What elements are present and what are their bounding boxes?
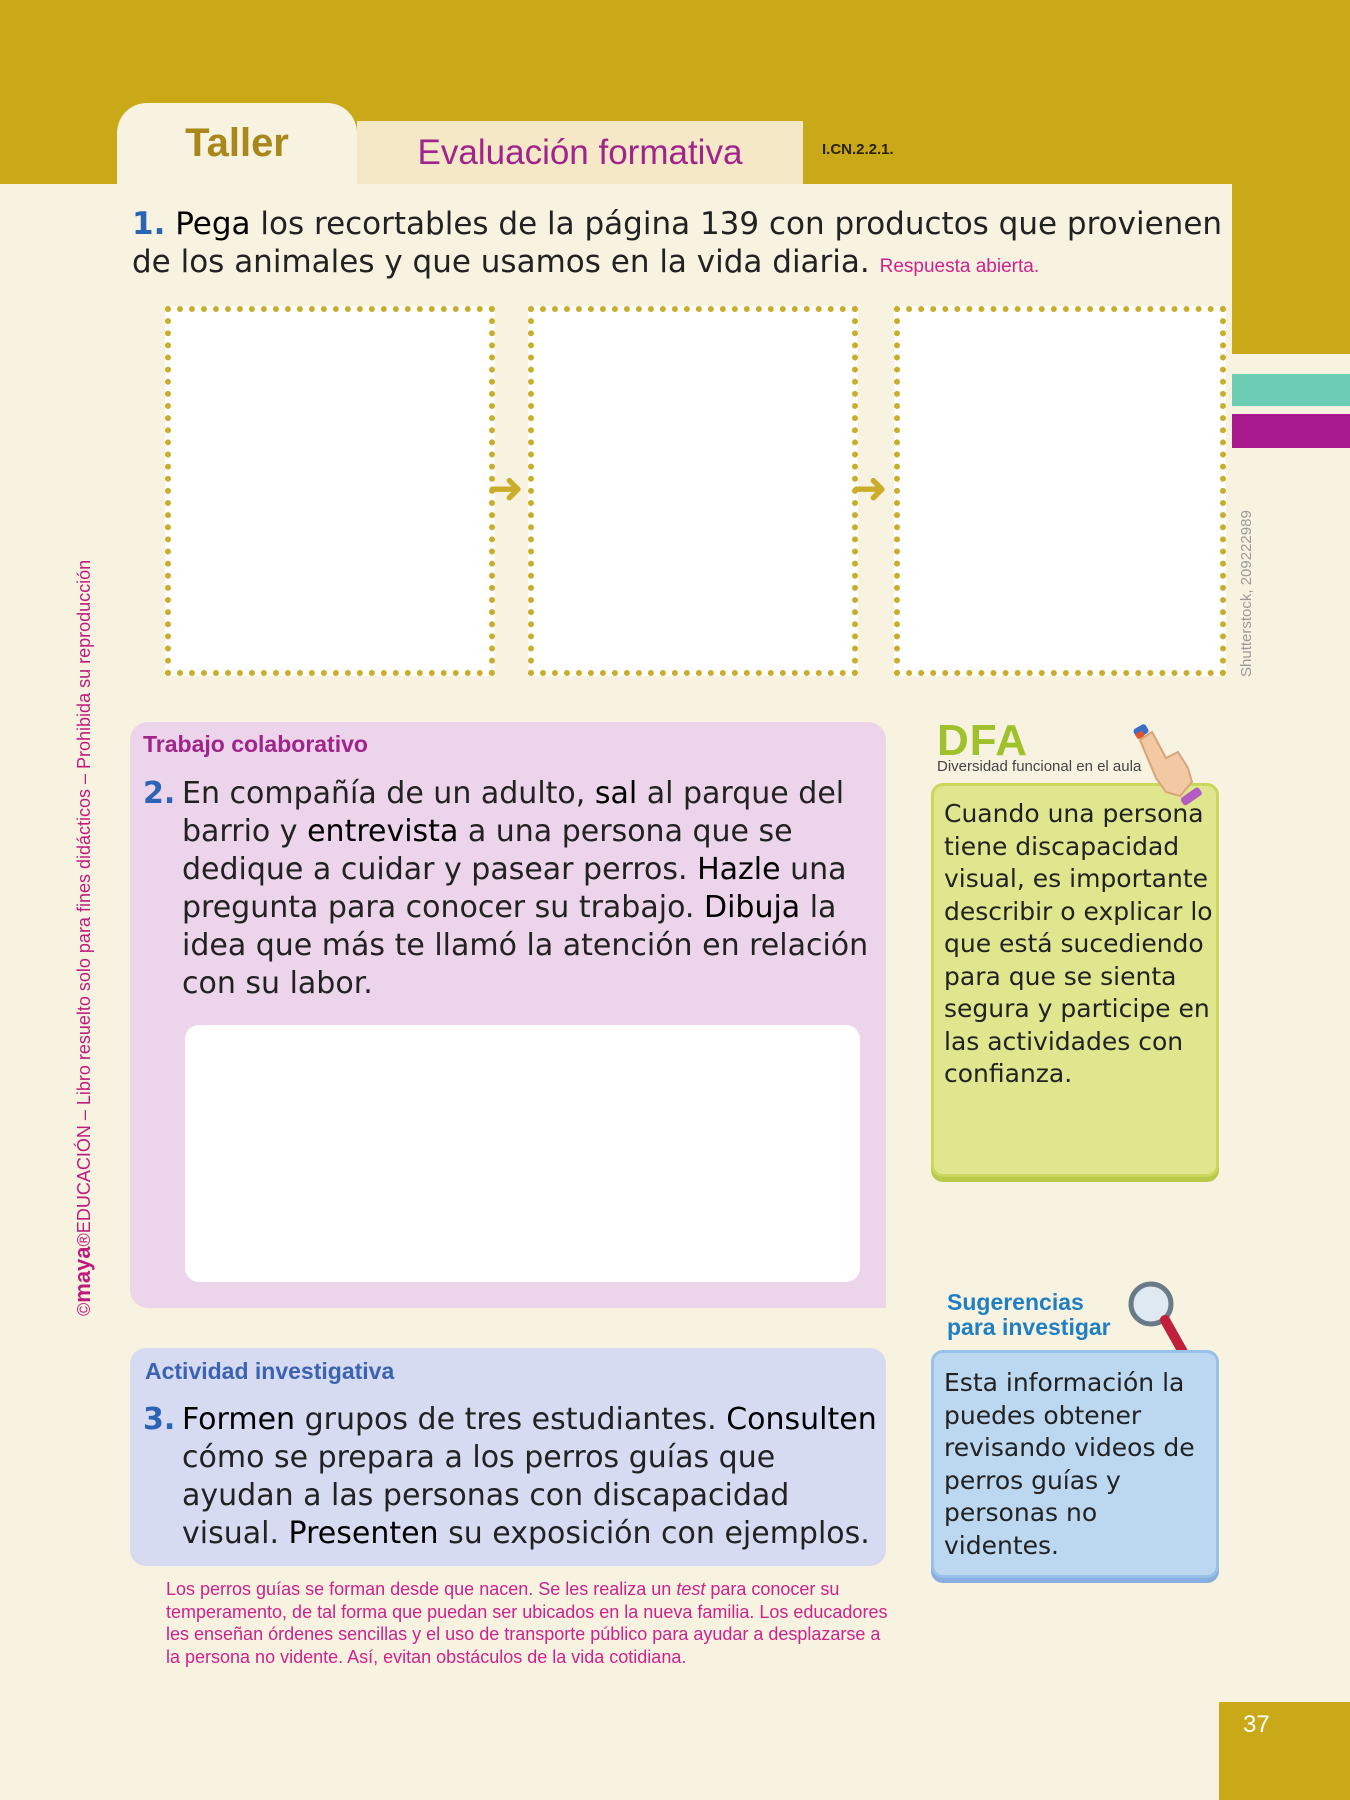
teal-strip <box>1232 374 1350 406</box>
drawing-area[interactable] <box>185 1025 860 1282</box>
suggestions-title <box>947 1290 1111 1340</box>
question-text: los recortables de la página 139 con productos que provienen de los animales y que usamos en la vida diaria. <box>132 206 1223 280</box>
teacher-note <box>166 1578 896 1668</box>
verb-consulten: Consulten <box>726 1402 877 1437</box>
suggestions-text: Esta información la puedes obtener revisando videos de perros guías y personas no videntes. <box>944 1368 1195 1560</box>
verb-sal: sal <box>594 776 638 811</box>
question-3-text <box>143 1401 883 1553</box>
question-number: 2. <box>143 776 176 811</box>
verb-hazle: Hazle <box>697 852 781 887</box>
verb-presenten: Presenten <box>288 1516 439 1551</box>
indicator-code: I.CN.2.2.1. <box>822 141 894 158</box>
text-segment: a una persona que se dedique a cuidar y pasear perros. <box>182 814 793 887</box>
question-number: 3. <box>143 1402 176 1437</box>
note-text: para conocer su temperamento, de tal forma que puedan ser ubicados en la nueva familia. Los educadores les enseñan órdenes sencillas y el uso de transporte público para ayudar a desplazarse a la persona no vidente. Así, evitan obstáculos de la vida cotidiana. <box>166 1579 888 1667</box>
verb-formen: Formen <box>182 1402 296 1437</box>
note-text: Los perros guías se forman desde que nacen. Se les realiza un <box>166 1579 677 1599</box>
question-3 <box>143 1401 883 1553</box>
magenta-strip <box>1232 414 1350 448</box>
section-title: Evaluación formativa <box>417 132 743 172</box>
page-number: 37 <box>1243 1711 1270 1738</box>
question-2 <box>143 775 873 1003</box>
magnifier-icon <box>1125 1280 1195 1360</box>
answer-note: Respuesta abierta. <box>879 256 1040 277</box>
question-verb: Pega <box>175 206 251 242</box>
text-segment: su exposición con ejemplos. <box>438 1516 870 1551</box>
text-segment: al parque del barrio y <box>182 776 845 849</box>
taller-label: Taller <box>185 121 289 165</box>
verb-entrevista: entrevista <box>307 814 459 849</box>
brand-logo: maya <box>70 1246 95 1303</box>
page-number-box <box>1219 1702 1350 1800</box>
question-number: 1. <box>132 206 166 242</box>
paste-area-3[interactable] <box>894 306 1226 676</box>
text-segment: cómo se prepara a los perros guías que ayudan a las personas con discapacidad visual. <box>182 1440 790 1551</box>
dfa-text: Cuando una persona tiene discapacidad visual, es importante describir o explicar lo que está sucediendo para que se sienta segura y participe en las actividades con confianza. <box>944 799 1213 1088</box>
taller-tab <box>117 103 357 184</box>
copyright-symbol: © <box>74 1302 94 1316</box>
verb-dibuja: Dibuja <box>703 890 801 925</box>
suggestions-title-line: Sugerencias <box>947 1289 1084 1315</box>
question-1 <box>132 205 1242 286</box>
investigative-title: Actividad investigativa <box>145 1358 395 1384</box>
right-tab <box>1232 184 1350 354</box>
paste-area-1[interactable] <box>165 306 495 676</box>
collaborative-title: Trabajo colaborativo <box>143 731 368 757</box>
copyright-text: EDUCACIÓN – Libro resuelto solo para fines didácticos – Prohibida su reproducción <box>74 559 94 1234</box>
arrow-right-icon: ➜ <box>851 463 888 514</box>
dfa-title: DFA <box>937 716 1028 765</box>
image-credit: Shutterstock, 209222989 <box>1238 510 1255 677</box>
suggestions-title-line: para investigar <box>947 1314 1111 1340</box>
text-segment: una pregunta para conocer su trabajo. <box>182 852 847 925</box>
copyright-side-text <box>70 560 96 1316</box>
section-title-tab <box>357 121 803 184</box>
arrow-right-icon: ➜ <box>487 463 524 514</box>
text-segment: grupos de tres estudiantes. <box>295 1402 727 1437</box>
registered-mark: ® <box>74 1233 94 1247</box>
dfa-subtitle: Diversidad funcional en el aula <box>937 758 1142 775</box>
paste-area-2[interactable] <box>528 306 858 676</box>
text-segment: la idea que más te llamó la atención en relación con su labor. <box>182 890 869 1001</box>
note-italic: test <box>676 1579 706 1599</box>
text-segment: En compañía de un adulto, <box>182 776 586 811</box>
hand-icon <box>1130 722 1210 806</box>
question-2-text <box>143 775 873 1003</box>
